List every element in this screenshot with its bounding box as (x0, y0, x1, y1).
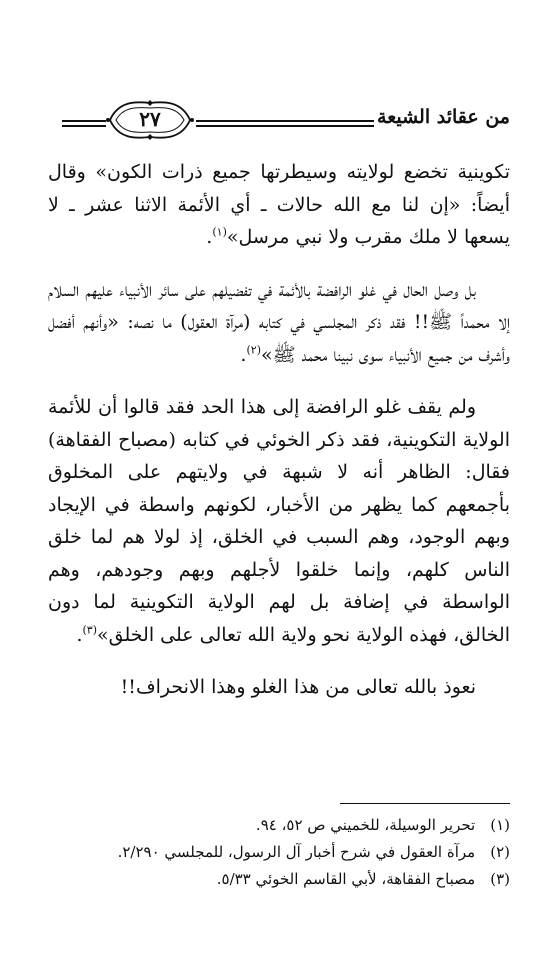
footnote-ref-2: (٢) (246, 343, 261, 357)
header-rule-right-lower (196, 125, 374, 127)
header-rule-right (196, 120, 374, 122)
footnote-3 (48, 866, 510, 893)
paragraph-tail: . (240, 343, 247, 366)
footnote-text: تحرير الوسيلة، للخميني ص ٥٢، ٩٤. (255, 816, 476, 834)
footnote-number: (١) (490, 816, 510, 834)
footnote-text: مرآة العقول في شرح أخبار آل الرسول، للمجلسي ٢/٢٩٠. (117, 843, 476, 861)
footnote-separator (340, 803, 510, 804)
header-rule-left (62, 120, 106, 122)
paragraph-tail: . (76, 623, 83, 646)
footnotes (48, 812, 510, 893)
header-rule-left-lower (62, 125, 106, 127)
footnote-ref-1: (١) (212, 225, 227, 239)
page-number: ٢٧ (139, 107, 161, 131)
footnote-1 (48, 812, 510, 839)
footnote-ref-3: (٣) (82, 623, 97, 637)
footnote-number: (٣) (490, 870, 510, 888)
footnote-number: (٢) (490, 843, 510, 861)
paragraph-text: ولم يقف غلو الرافضة إلى هذا الحد فقد قالوا أن للأئمة الولاية التكوينية، فقد ذكر الخوئي في كتابه (مصباح الفقاهة) فقال: الظاهر أنه لا شبهة في ولايتهم على المخلوق بأجمعهم كما يظهر من الأخبار، لكونهم واسطة في الإيجاد وبهم الوجود، وهم السبب في الخلق، إذ لولا هم لما خلق الناس كلهم، وإنما خلقوا لأجلهم وبهم وجودهم، وهم الواسطة في إضافة بل لهم الولاية التكوينية لما دون الخالق، فهذه الولاية نحو ولاية الله تعالى على الخلق» (48, 396, 510, 646)
paragraph-3 (48, 391, 510, 651)
running-title: من عقائد الشيعة (377, 106, 510, 128)
running-header (62, 98, 510, 148)
paragraph-text: تكوينية تخضع لولايته وسيطرتها جميع ذرات الكون» وقال أيضاً: «إن لنا مع الله حالات ـ أي الأئمة الاثنا عشر ـ لا يسعها لا ملك مقرب ولا نبي مرسل» (48, 161, 510, 248)
paragraph-4 (48, 671, 510, 704)
paragraph-text: بل وصل الحال في غلو الرافضة بالأئمة في تفضيلهم على سائر الأنبياء عليهم السلام إلا محمداً ﷺ!! فقد ذكر المجلسي في كتابه (مرآة العقول) ما نصه: «وأنهم أفضل وأشرف من جميع الأنبياء سوى نبينا محمد ﷺ» (48, 278, 510, 366)
paragraph-2 (48, 274, 510, 372)
page-number-ornament (104, 98, 196, 142)
footnote-text: مصباح الفقاهة، لأبي القاسم الخوئي ٥/٣٣. (216, 870, 476, 888)
paragraph-1 (48, 156, 510, 254)
paragraph-text: نعوذ بالله تعالى من هذا الغلو وهذا الانحراف!! (120, 676, 476, 698)
paragraph-tail: . (206, 226, 213, 248)
footnote-2 (48, 839, 510, 866)
body-text (48, 156, 510, 724)
